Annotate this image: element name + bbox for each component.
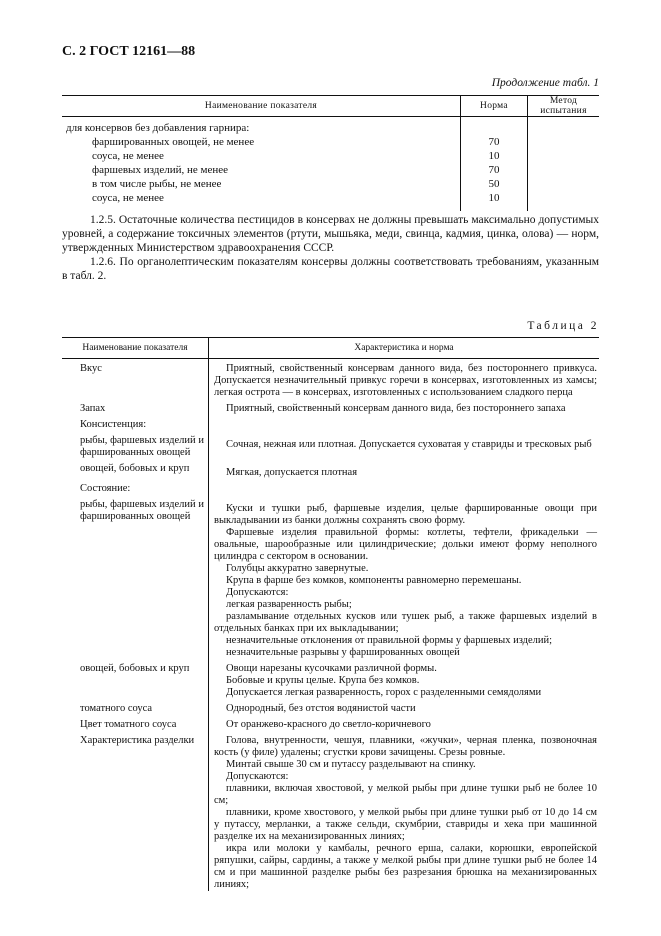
row-norm [461,117,528,136]
table-row [62,135,599,149]
row-name: овощей, бобовых и круп [80,663,190,674]
row-characteristic [209,731,600,891]
row-norm: 70 [461,163,528,177]
table-row [62,459,599,479]
row-name: Характеристика разделки [80,735,195,746]
table-row [62,149,599,163]
header-characteristic: Характеристика и норма [209,338,600,359]
row-name: овощей, бобовых и круп [80,463,190,474]
row-name: соуса, не менее [92,150,164,162]
row-name: Запах [80,403,106,414]
table-row [62,495,599,659]
table-row [62,715,599,731]
text-line: легкая разваренность рыбы; [226,599,352,610]
table-continuation-label: Продолжение табл. 1 [491,77,599,89]
row-characteristic [209,659,600,699]
header-norm: Норма [461,96,528,117]
row-name: Вкус [80,363,102,374]
row-method [528,177,600,191]
text-line: Бобовые и крупы целые. Крупа без комков. [226,675,420,686]
row-characteristic [209,431,600,459]
table-row [62,163,599,177]
row-method [528,135,600,149]
row-characteristic [209,715,600,731]
table-row [62,659,599,699]
table-row [62,191,599,211]
table-row [62,415,599,431]
header-indicator-name: Наименование показателя [62,96,461,117]
row-norm: 10 [461,191,528,211]
text-line: Овощи нарезаны кусочками различной формы. [226,663,437,674]
table-row [62,731,599,891]
table-2-title: Таблица 2 [527,320,599,332]
text-line: незначительные отклонения от правильной формы у фаршевых изделий; [226,635,553,646]
row-characteristic [209,479,600,495]
row-norm: 70 [461,135,528,149]
table-row [62,479,599,495]
text-line: Мягкая, допускается плотная [226,467,358,478]
row-characteristic [209,359,600,400]
row-name: Консистенция: [80,419,147,430]
table-2-header-row [62,338,599,359]
text-line: Голубцы аккуратно завернутые. [226,563,369,574]
row-method [528,191,600,211]
row-method [528,117,600,136]
table-row [62,431,599,459]
paragraph-1-2-6: 1.2.6. По органолептическим показателям консервы должны соответствовать требованиям, указанным в табл. 2. [62,256,599,282]
row-characteristic [209,495,600,659]
row-name: для консервов без добавления гарнира: [66,122,250,134]
body-text [62,213,599,283]
table-row [62,359,599,400]
table-row [62,399,599,415]
text-line: От оранжево-красного до светло-коричневого [226,719,431,730]
table-1-continued [62,95,599,211]
text-line: незначительные разрывы у фаршированных овощей [226,647,460,658]
row-norm: 50 [461,177,528,191]
row-name: соуса, не менее [92,192,164,204]
table-2 [62,337,599,891]
table-row [62,177,599,191]
table-1-header-row [62,96,599,117]
text-line: Однородный, без отстоя водянистой части [226,703,416,714]
row-name: в том числе рыбы, не менее [92,178,222,190]
text-line: Крупа в фарше без комков, компоненты равномерно перемешаны. [226,575,522,586]
row-characteristic [209,415,600,431]
row-characteristic [209,459,600,479]
row-name: рыбы, фаршевых изделий и фаршированных овощей [80,499,204,522]
text-line: Приятный, свойственный консервам данного вида, без постороннего привкуса. Допускается незначительный привкус горечи в консервах, изготовленных из хамсы; легкая острота — в консервах, изготовленных с использованием сладкого перца [214,363,597,398]
row-method [528,163,600,177]
text-line: Допускаются: [226,587,289,598]
table-row [62,699,599,715]
header-indicator-name: Наименование показателя [62,338,209,359]
table-row [62,117,599,136]
row-name: фаршевых изделий, не менее [92,164,228,176]
row-name: томатного соуса [80,703,153,714]
text-line: плавники, включая хвостовой, у мелкой рыбы при длине тушки рыб не более 10 см; [214,783,597,806]
text-line: Приятный, свойственный консервам данного вида, без постороннего запаха [226,403,566,414]
text-line: разламывание отдельных кусков или тушек рыб, а также фаршевых изделий в отдельных банках при их выкладывании; [214,611,597,634]
row-characteristic [209,399,600,415]
page-header: С. 2 ГОСТ 12161—88 [62,44,196,59]
header-test-method: Метод испытания [528,96,600,117]
text-line: Минтай свыше 30 см и путассу разделывают на спинку. [226,759,476,770]
text-line: плавники, кроме хвостового, у мелкой рыбы при длине тушки рыб от 10 до 14 см у путассу, мерланки, а также сельди, скумбрии, ставриды и хека при машинной разделке их на механизированных линиях; [214,807,597,842]
row-name: Цвет томатного соуса [80,719,177,730]
text-line: Куски и тушки рыб, фаршевые изделия, целые фаршированные овощи при выкладывании из банки должны сохранять свою форму. [214,503,597,526]
row-name: рыбы, фаршевых изделий и фаршированных овощей [80,435,204,458]
row-norm: 10 [461,149,528,163]
text-line: Сочная, нежная или плотная. Допускается суховатая у ставриды и тресковых рыб [226,439,592,450]
paragraph-1-2-5: 1.2.5. Остаточные количества пестицидов в консервах не должны превышать максимально допустимых уровней, а содержание токсичных элементов (ртути, мышьяка, меди, свинца, кадмия, цинка, олова) — норм, утвержденных Министерством здравоохранения СССР. [62,214,599,254]
row-characteristic [209,699,600,715]
text-line: Голова, внутренности, чешуя, плавники, «жучки», черная пленка, позвоночная кость (у филе) удалены; сгустки крови зачищены. Срезы ровные. [214,735,597,758]
text-line: икра или молоки у камбалы, речного ерша, салаки, корюшки, европейской ряпушки, сайры, сардины, а также у мелкой рыбы при длине тушки рыб не более 14 см и при машинной разделке рыбы без разрезания брюшка на механизированных линиях; [214,843,597,890]
text-line: Допускаются: [226,771,289,782]
text-line: Допускается легкая разваренность, горох с разделенными семядолями [226,687,542,698]
text-line: Фаршевые изделия правильной формы: котлеты, тефтели, фрикадельки — овальные, шарообразные или цилиндрические; дольки имеют форму неполного цилиндра с сектором в основании. [214,527,597,562]
row-method [528,149,600,163]
row-name: фаршированных овощей, не менее [92,136,255,148]
row-name: Состояние: [80,483,131,494]
